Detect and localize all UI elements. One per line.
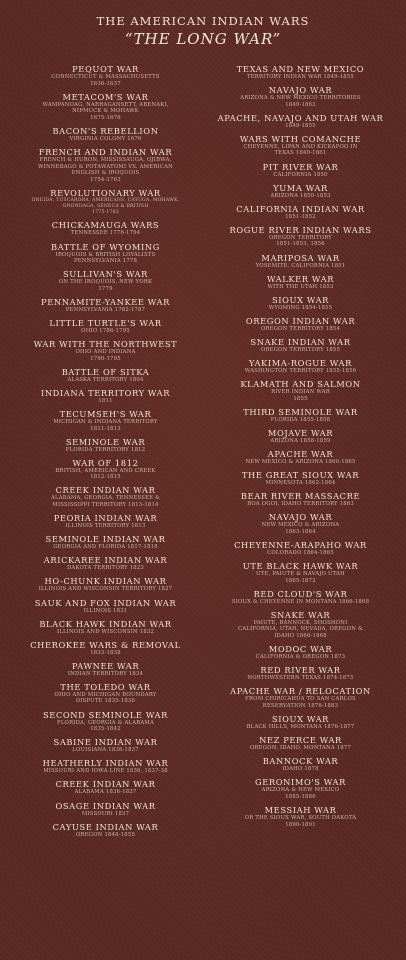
war-name: ROGUE RIVER INDIAN WARS: [229, 224, 372, 235]
war-detail: ON THE IROQUOIS, NEW YORK: [58, 279, 153, 286]
war-entry: [8, 269, 203, 292]
war-detail: ILLINOIS 1831: [83, 607, 128, 614]
war-name: YAKIMA-ROGUE WAR: [249, 358, 352, 368]
war-entry: [203, 589, 398, 606]
war-entry: [8, 513, 203, 530]
war-entry: [8, 339, 203, 362]
war-detail: MINNESOTA 1862-1864: [265, 480, 336, 487]
war-name: INDIANA TERRITORY WAR: [40, 387, 171, 398]
war-name: SULLIVAN'S WAR: [62, 269, 148, 280]
war-entry: [8, 147, 203, 183]
war-detail: ARIZONA 1858-1859: [270, 437, 331, 444]
war-entry: [8, 188, 203, 216]
war-detail: INDIAN TERRITORY 1834: [67, 670, 144, 677]
war-entry: [203, 665, 398, 682]
war-detail: NEW MEXICO & ARIZONA: [261, 522, 340, 529]
war-name: CAYUSE INDIAN WAR: [52, 821, 159, 832]
war-detail: 1849-1855: [285, 122, 316, 129]
war-name: METACOM'S WAR: [62, 91, 149, 102]
war-name: HEATHERLY INDIAN WAR: [42, 758, 169, 769]
war-name: MESSIAH WAR: [264, 804, 337, 815]
right-war-list: [203, 64, 398, 843]
war-detail: YOSEMITE, CALIFORNIA 1851: [255, 262, 346, 269]
war-name: WAR WITH THE NORTHWEST: [33, 339, 178, 350]
war-detail: RIVER INDIAN WAR: [271, 389, 330, 396]
war-name: THIRD SEMINOLE WAR: [243, 406, 358, 417]
war-entry: [203, 337, 398, 354]
war-entry: [8, 555, 203, 572]
war-name: SEMINOLE WAR: [65, 436, 146, 447]
war-detail: DAKOTA TERRITORY 1823: [66, 565, 144, 572]
war-name: SNAKE INDIAN WAR: [250, 336, 351, 347]
war-detail: ILLINOIS TERRITORY 1813: [65, 523, 146, 530]
war-detail: OREGON TERRITORY 1854: [260, 325, 341, 332]
war-name: TEXAS AND NEW MEXICO: [236, 64, 365, 74]
war-detail: MISSOURI AND IOWA LINE 1836, 1837-38: [43, 768, 168, 775]
war-detail: CALIFORNIA, UTAH, NEVADA, OREGON &: [238, 626, 363, 633]
war-entry: [203, 428, 398, 445]
war-entry: [203, 805, 398, 828]
war-detail: TENNESSEE 1776-1794: [70, 230, 141, 237]
war-detail: ALABAMA 1836-1837: [74, 789, 137, 796]
war-detail: ENGLISH & IROQUOIS: [71, 170, 140, 177]
war-detail: 1811: [98, 397, 113, 404]
war-columns: [8, 64, 398, 843]
war-detail: MISSISSIPPI TERRITORY 1813-1814: [52, 502, 159, 509]
war-entry: [8, 64, 203, 87]
war-entry: [203, 316, 398, 333]
war-detail: ALASKA TERRITORY 1804: [67, 376, 144, 383]
war-entry: [8, 367, 203, 384]
war-detail: OREGON TERRITORY: [269, 234, 332, 241]
war-detail: WASHINGTON TERRITORY 1855-1856: [244, 368, 357, 374]
war-name: PENNAMITE-YANKEE WAR: [41, 296, 170, 307]
war-name: MOJAVE WAR: [267, 427, 334, 438]
war-name: UTE BLACK HAWK WAR: [242, 561, 359, 572]
war-entry: [8, 92, 203, 122]
war-entry: [203, 134, 398, 157]
poster-header: [8, 14, 398, 48]
war-detail: FLORIDA TERRITORY 1812: [65, 446, 146, 453]
war-detail: 1779: [98, 285, 113, 292]
war-detail: LOUISIANA 1836-1837: [72, 747, 139, 754]
war-detail: 1833-1838: [90, 649, 121, 656]
war-detail: MICHIGAN & INDIANA TERRITORY: [53, 418, 158, 425]
war-name: TECUMSEH'S WAR: [59, 408, 152, 419]
war-name: BEAR RIVER MASSACRE: [240, 491, 361, 502]
war-entry: [8, 220, 203, 237]
war-entry: [203, 756, 398, 773]
war-name: OSAGE INDIAN WAR: [55, 800, 156, 811]
war-entry: [8, 576, 203, 593]
war-entry: [203, 274, 398, 291]
war-detail: TEXAS 1849-1861: [274, 150, 327, 157]
war-name: SABINE INDIAN WAR: [53, 737, 158, 748]
war-detail: IDAHO 1866-1868: [274, 633, 327, 639]
war-name: KLAMATH AND SALMON: [240, 379, 361, 390]
war-detail: WYOMING 1854-1855: [268, 304, 333, 311]
war-name: BATTLE OF SITKA: [61, 366, 150, 377]
war-entry: [8, 126, 203, 143]
war-entry: [203, 253, 398, 270]
war-entry: [8, 801, 203, 818]
war-name: PEORIA INDIAN WAR: [53, 513, 158, 524]
war-name: GERONIMO'S WAR: [255, 777, 346, 788]
war-detail: OREGON 1848-1855: [75, 831, 136, 838]
war-detail: PAIUTE, BANNOCK, SHOSHONI: [253, 619, 348, 626]
war-detail: 1775-1783: [92, 209, 119, 215]
war-name: WAR OF 1812: [72, 457, 139, 468]
war-name: MARIPOSA WAR: [261, 252, 340, 263]
war-entry: [8, 534, 203, 551]
war-detail: BOA OGOI, IDAHO TERRITORY 1863: [247, 501, 354, 508]
war-detail: NIPMUCK & MOHAWK: [72, 108, 139, 115]
war-entry: [8, 640, 203, 657]
war-entry: [203, 162, 398, 179]
war-detail: ARIZONA 1850-1853: [270, 192, 331, 199]
war-name: HO-CHUNK INDIAN WAR: [44, 576, 167, 587]
war-detail: CONNECTICUT & MASSACHUSETTS: [51, 74, 160, 80]
war-detail: WAMPANOAG, NARRAGANSETT, ABENAKI,: [42, 101, 169, 108]
war-entry: [203, 540, 398, 557]
war-entry: [203, 610, 398, 640]
war-entry: [203, 225, 398, 248]
war-detail: CALIFORNIA & OREGON 1873: [255, 654, 346, 661]
war-name: RED CLOUD'S WAR: [253, 588, 348, 599]
war-entry: [203, 491, 398, 508]
war-entry: [203, 379, 398, 402]
war-detail: COLORADO 1864-1865: [267, 549, 334, 556]
war-detail: 1863-1864: [285, 528, 316, 535]
page-title: THE AMERICAN INDIAN WARS: [96, 14, 310, 28]
war-detail: IDAHO 1878: [282, 766, 319, 773]
war-entry: [8, 409, 203, 432]
war-detail: NORTHWESTERN TEXAS 1874-1875: [247, 675, 354, 682]
war-detail: DISPUTE 1835-1836: [75, 698, 136, 705]
war-entry: [203, 204, 398, 221]
war-detail: CHEYENNE, LIPAN AND KICKAPOO IN: [243, 143, 358, 150]
war-detail: OR THE SIOUX WAR, SOUTH DAKOTA: [244, 814, 357, 821]
war-detail: 1851-1852: [285, 213, 316, 220]
war-detail: OREGON TERRITORY 1855: [260, 346, 341, 353]
war-detail: NEW MEXICO & ARIZONA 1860-1865: [245, 458, 356, 465]
war-detail: VIRGINIA COLONY 1676: [69, 135, 142, 142]
war-detail: ALABAMA, GEORGIA, TENNESSEE &: [50, 495, 161, 502]
war-name: NAVAJO WAR: [268, 85, 333, 96]
left-war-list: [8, 64, 203, 843]
war-detail: ARIZONA & NEW MEXICO: [261, 787, 340, 794]
war-detail: 1890-1891: [285, 821, 316, 828]
war-detail: 1812-1815: [90, 474, 121, 481]
war-detail: WINNEBAGO & POTAWATOMI VS. AMERICAN: [38, 163, 173, 170]
war-detail: WITH THE UTAH 1853: [267, 283, 334, 290]
war-detail: ILLINOIS AND WISCONSIN 1832: [56, 628, 155, 635]
war-entry: [203, 85, 398, 108]
war-name: RED RIVER WAR: [260, 665, 341, 676]
war-entry: [8, 619, 203, 636]
war-name: SEMINOLE INDIAN WAR: [45, 534, 166, 545]
war-entry: [203, 714, 398, 731]
war-detail: PENNSYLVANIA 1782-1787: [65, 306, 146, 313]
war-name: SNAKE WAR: [270, 609, 331, 620]
page-subtitle: “THE LONG WAR”: [124, 30, 282, 48]
war-detail: 1849-1863: [285, 101, 316, 108]
war-entry: [203, 407, 398, 424]
war-detail: OREGON, IDAHO, MONTANA 1877: [249, 745, 352, 752]
war-entry: [203, 686, 398, 709]
war-detail: 1855: [293, 395, 308, 402]
war-name: CALIFORNIA INDIAN WAR: [236, 203, 365, 214]
war-name: BLACK HAWK INDIAN WAR: [39, 618, 172, 629]
war-detail: FRENCH & HURON, MISSISSAUGA, OJIBWA,: [39, 157, 172, 164]
war-name: APACHE WAR / RELOCATION: [230, 686, 371, 697]
war-entry: [8, 437, 203, 454]
war-detail: 1885-1886: [285, 793, 316, 800]
war-detail: PENNSYLVANIA 1778: [73, 258, 138, 265]
war-entry: [8, 710, 203, 733]
war-entry: [203, 113, 398, 130]
war-detail: IROQUOIS & BRITISH LOYALISTS: [55, 251, 156, 258]
war-name: CHICKAMAUGA WARS: [51, 220, 160, 231]
war-name: THE TOLEDO WAR: [60, 681, 151, 692]
war-detail: OHIO AND MICHIGAN BOUNDARY: [54, 691, 157, 698]
war-entry: [203, 561, 398, 584]
war-name: SIOUX WAR: [271, 713, 330, 724]
war-name: FRENCH AND INDIAN WAR: [38, 147, 173, 158]
war-name: NAVAJO WAR: [268, 512, 333, 523]
war-name: BANNOCK WAR: [262, 756, 339, 767]
war-name: CHEYENNE-ARAPAHO WAR: [234, 539, 367, 550]
war-name: PAWNEE WAR: [71, 660, 140, 671]
war-name: CREEK INDIAN WAR: [55, 485, 156, 496]
war-detail: BLACK HILLS, MONTANA 1876-1877: [246, 723, 355, 730]
war-detail: TERRITORY INDIAN WAR 1849-1855: [247, 74, 354, 80]
war-entry: [203, 358, 398, 375]
war-name: SECOND SEMINOLE WAR: [43, 709, 168, 720]
war-detail: ILLINOIS AND WISCONSIN TERRITORY 1827: [38, 586, 173, 593]
war-entry: [8, 661, 203, 678]
war-entry: [203, 449, 398, 466]
war-detail: 1811-1813: [90, 425, 121, 432]
war-entry: [8, 485, 203, 508]
war-detail: SIOUX & CHEYENNE IN MONTANA 1866-1868: [231, 598, 370, 605]
war-detail: 1835-1842: [90, 726, 121, 733]
war-detail: 1675-1676: [90, 114, 121, 121]
war-detail: FLORIDA 1855-1858: [270, 416, 331, 423]
war-name: PIT RIVER WAR: [262, 161, 339, 172]
war-name: CREEK INDIAN WAR: [55, 779, 156, 790]
war-entry: [8, 458, 203, 481]
war-detail: BRITISH, AMERICAN AND CREEK: [55, 467, 156, 474]
war-entry: [8, 242, 203, 265]
war-detail: ONONDAGA, SENECA & BRITISH: [62, 203, 149, 209]
war-detail: 1851-1853, 1856: [276, 241, 325, 248]
war-detail: CALIFORNIA 1850: [273, 171, 328, 178]
war-entry: [8, 297, 203, 314]
war-entry: [8, 737, 203, 754]
war-detail: RESERVATION 1876-1883: [262, 702, 339, 709]
war-name: APACHE, NAVAJO AND UTAH WAR: [217, 112, 384, 123]
war-name: SIOUX WAR: [271, 294, 330, 305]
war-detail: OHIO AND INDIANA: [75, 349, 136, 356]
war-detail: ONEIDA, TUSCARORA, AMERICANS, CAYUGA, MOHAWK,: [31, 197, 180, 203]
war-name: ARICKAREE INDIAN WAR: [43, 555, 168, 566]
war-entry: [203, 644, 398, 661]
war-entry: [8, 318, 203, 335]
war-detail: 1636-1637: [90, 80, 121, 87]
war-name: YUMA WAR: [273, 182, 328, 193]
war-name: NEZ PERCE WAR: [259, 735, 342, 746]
war-name: LITTLE TURTLE'S WAR: [49, 318, 162, 328]
war-detail: GEORGIA AND FLORIDA 1817-1818: [53, 544, 158, 551]
war-name: REVOLUTIONARY WAR: [50, 187, 161, 198]
war-detail: FROM CHIRICAHUA TO SAN CARLOS: [245, 696, 356, 703]
war-name: WALKER WAR: [266, 273, 335, 284]
war-name: CHEROKEE WARS & REMOVAL: [30, 639, 181, 650]
war-name: BACON'S REBELLION: [52, 125, 159, 136]
war-name: PEQUOT WAR: [72, 64, 139, 74]
war-detail: MISSOURI 1837: [81, 810, 130, 817]
war-entry: [8, 779, 203, 796]
war-detail: FLORIDA, GEORGIA & ALABAMA: [56, 719, 155, 726]
war-entry: [203, 183, 398, 200]
war-name: WARS WITH COMANCHE: [239, 133, 362, 144]
war-entry: [203, 512, 398, 535]
war-entry: [8, 682, 203, 705]
war-entry: [203, 470, 398, 487]
war-detail: ARIZONA & NEW MEXICO TERRITORIES: [240, 95, 361, 102]
war-entry: [203, 295, 398, 312]
war-name: BATTLE OF WYOMING: [51, 241, 160, 252]
war-detail: 1865-1872: [285, 577, 316, 584]
war-entry: [203, 777, 398, 800]
war-entry: [8, 388, 203, 405]
war-entry: [203, 64, 398, 81]
war-name: THE GREAT SIOUX WAR: [241, 470, 360, 481]
war-entry: [8, 822, 203, 839]
war-detail: UTE, PAIUTE & NAVAJO UTAH: [256, 571, 345, 578]
war-name: OREGON INDIAN WAR: [245, 315, 356, 326]
war-entry: [8, 598, 203, 615]
war-entry: [203, 735, 398, 752]
war-detail: OHIO 1786-1795: [81, 328, 130, 334]
war-name: APACHE WAR: [267, 448, 334, 459]
war-name: SAUK AND FOX INDIAN WAR: [34, 597, 177, 608]
war-entry: [8, 758, 203, 775]
war-detail: 1754-1763: [90, 176, 121, 183]
war-detail: 1790-1795: [90, 355, 121, 362]
war-name: MODOC WAR: [268, 644, 333, 655]
